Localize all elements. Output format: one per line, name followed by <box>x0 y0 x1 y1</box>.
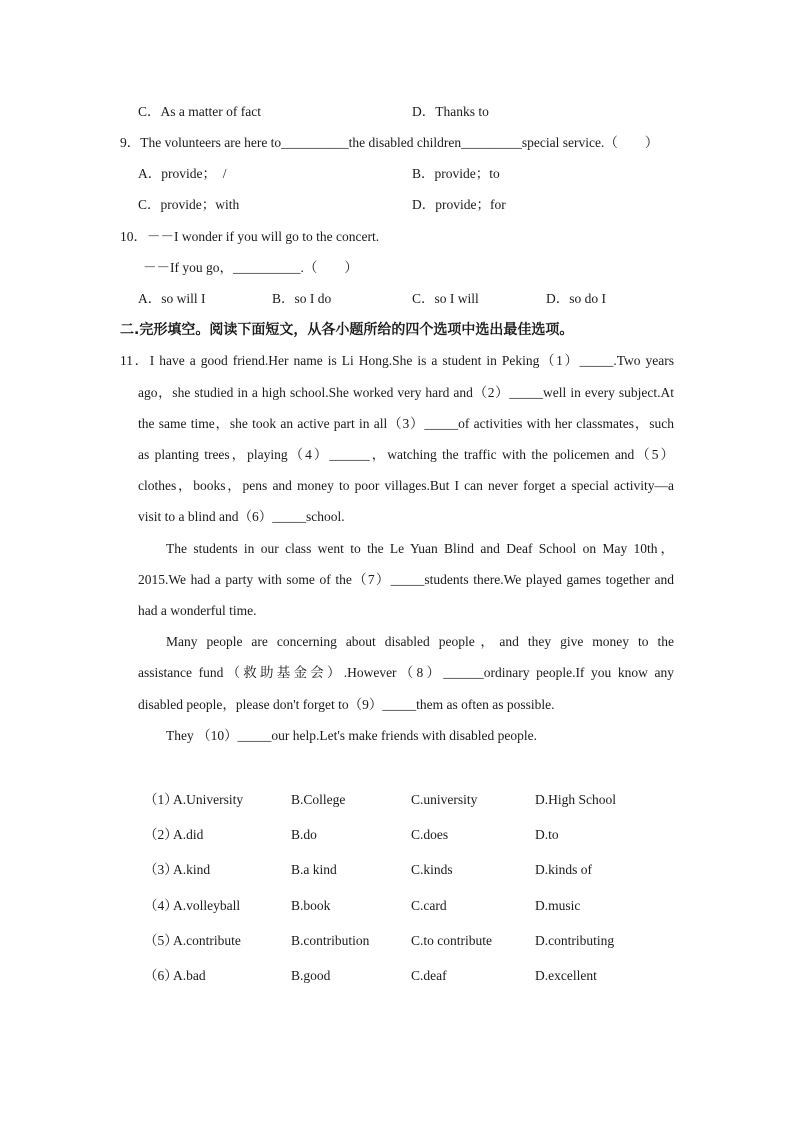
option-a: A.did <box>173 827 204 842</box>
passage-line: the same time，she took an active part in all（3）_____of activities with her classmates，such <box>138 416 674 431</box>
option-c: C.deaf <box>411 968 447 983</box>
q10-option-c: C．so I will <box>412 291 479 306</box>
option-d: D.High School <box>535 792 616 807</box>
passage-line: They （10）_____our help.Let's make friends with disabled people. <box>166 728 537 743</box>
passage-line: 11．I have a good friend.Her name is Li Hong.She is a student in Peking（1）_____.Two years <box>120 353 674 368</box>
option-number: （5） <box>144 933 178 948</box>
q10-option-a: A．so will I <box>138 291 206 306</box>
option-number: （3） <box>144 862 178 877</box>
option-a: A.bad <box>173 968 206 983</box>
option-number: （4） <box>144 898 178 913</box>
option-number: （2） <box>144 827 178 842</box>
passage-line: as planting trees，playing（4）______，watching the traffic with the policemen and（5） <box>138 447 674 462</box>
option-a: A.kind <box>173 862 211 877</box>
q9-option-b: B．provide；to <box>412 166 500 181</box>
option-c: C.card <box>411 898 447 913</box>
option-number: （1） <box>144 792 178 807</box>
section-heading: 二.完形填空。阅读下面短文，从各小题所给的四个选项中选出最佳选项。 <box>120 322 574 338</box>
option-d: D.contributing <box>535 933 615 948</box>
q8-option-d: D．Thanks to <box>412 104 489 119</box>
option-b: B.a kind <box>291 862 337 877</box>
q9-option-a: A．provide； / <box>138 166 227 181</box>
option-b: B.College <box>291 792 346 807</box>
option-d: D.excellent <box>535 968 597 983</box>
q10-option-b: B．so I do <box>272 291 332 306</box>
option-b: B.contribution <box>291 933 370 948</box>
passage-line: disabled people，please don't forget to（9）_____them as often as possible. <box>138 697 555 712</box>
option-c: C.to contribute <box>411 933 492 948</box>
q9-option-c: C．provide；with <box>138 197 240 212</box>
q9-stem: 9．The volunteers are here to__________the disabled children_________special service.（ ） <box>120 135 659 150</box>
option-b: B.good <box>291 968 331 983</box>
q10-reply: －－If you go，__________.（ ） <box>143 260 358 275</box>
passage-line: had a wonderful time. <box>138 603 257 618</box>
option-a: A.contribute <box>173 933 241 948</box>
option-a: A.University <box>173 792 244 807</box>
q10-option-d: D．so do I <box>546 291 606 306</box>
q10-stem: 10．－－I wonder if you will go to the concert. <box>120 229 380 244</box>
passage-line: visit to a blind and（6）_____school. <box>138 509 345 524</box>
passage-line: assistance fund（救助基金会）.However（8）______ordinary people.If you know any <box>138 665 674 680</box>
option-c: C.does <box>411 827 449 842</box>
q9-option-d: D．provide；for <box>412 197 506 212</box>
q8-option-c: C．As a matter of fact <box>138 104 261 119</box>
option-d: D.to <box>535 827 559 842</box>
option-c: C.university <box>411 792 478 807</box>
option-d: D.music <box>535 898 581 913</box>
passage-line: The students in our class went to the Le Yuan Blind and Deaf School on May 10th， <box>166 541 674 556</box>
option-a: A.volleyball <box>173 898 241 913</box>
passage-line: clothes，books，pens and money to poor villages.But I can never forget a special activity—a <box>138 478 674 493</box>
passage-line: 2015.We had a party with some of the（7）_____students there.We played games together and <box>138 572 674 587</box>
option-d: D.kinds of <box>535 862 592 877</box>
option-number: （6） <box>144 968 178 983</box>
option-b: B.do <box>291 827 317 842</box>
option-b: B.book <box>291 898 331 913</box>
passage-line: ago，she studied in a high school.She worked very hard and（2）_____well in every subject.At <box>138 385 674 400</box>
option-c: C.kinds <box>411 862 453 877</box>
passage-line: Many people are concerning about disabled people，and they give money to the <box>166 634 674 649</box>
